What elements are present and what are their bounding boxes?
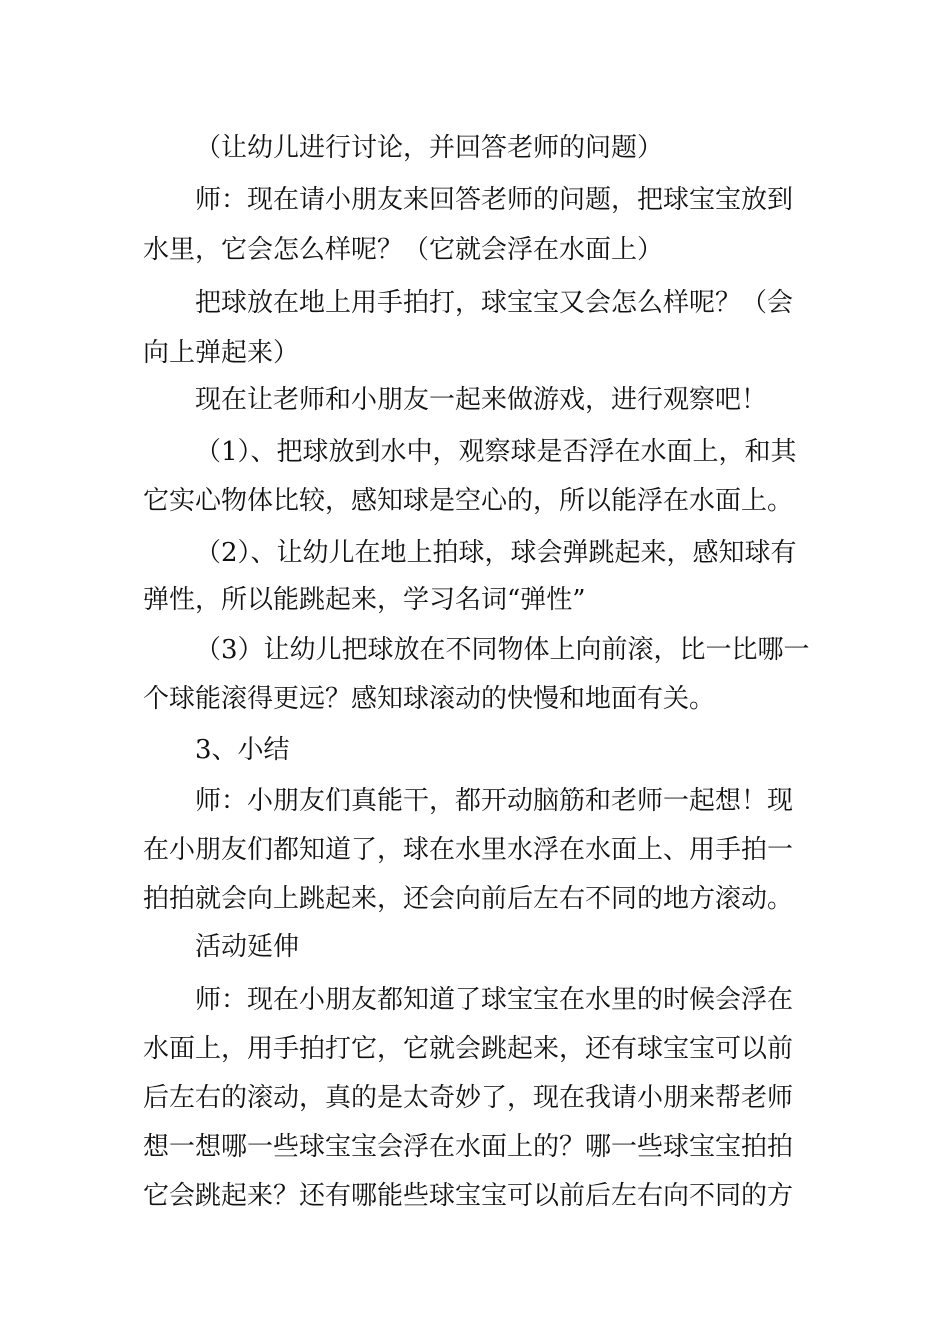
text-line: （让幼儿进行讨论，并回答老师的问题） [195,133,664,163]
text-line: 弹性，所以能跳起来，学习名词“弹性” [143,585,586,615]
text-line: 水面上，用手拍打它，它就会跳起来，还有球宝宝可以前 [143,1034,794,1064]
text-line: 向上弹起来） [143,338,300,368]
text-line: 水里，它会怎么样呢？（它就会浮在水面上） [143,235,664,265]
text-line: 把球放在地上用手拍打，球宝宝又会怎么样呢？（会 [195,288,794,318]
text-line: （1）、把球放到水中，观察球是否浮在水面上，和其 [195,437,797,467]
text-line: 活动延伸 [195,932,300,962]
text-line: 3、小结 [195,735,290,765]
text-line: 它实心物体比较，感知球是空心的，所以能浮在水面上。 [143,486,794,516]
text-line: 想一想哪一些球宝宝会浮在水面上的？哪一些球宝宝拍拍 [143,1132,794,1162]
text-line: （2）、让幼儿在地上拍球，球会弹跳起来，感知球有 [195,538,797,568]
text-line: 它会跳起来？还有哪能些球宝宝可以前后左右向不同的方 [143,1181,794,1211]
text-line: 师：现在小朋友都知道了球宝宝在水里的时候会浮在 [195,985,794,1015]
text-line: （3）让幼儿把球放在不同物体上向前滚，比一比哪一 [195,635,810,665]
text-line: 后左右的滚动，真的是太奇妙了，现在我请小朋来帮老师 [143,1083,794,1113]
text-line: 在小朋友们都知道了，球在水里水浮在水面上、用手拍一 [143,835,794,865]
text-line: 拍拍就会向上跳起来，还会向前后左右不同的地方滚动。 [143,884,794,914]
text-line: 个球能滚得更远？感知球滚动的快慢和地面有关。 [143,684,716,714]
text-line: 师：现在请小朋友来回答老师的问题，把球宝宝放到 [195,185,794,215]
text-line: 师：小朋友们真能干，都开动脑筋和老师一起想！现 [195,786,794,816]
text-line: 现在让老师和小朋友一起来做游戏，进行观察吧！ [195,385,768,415]
